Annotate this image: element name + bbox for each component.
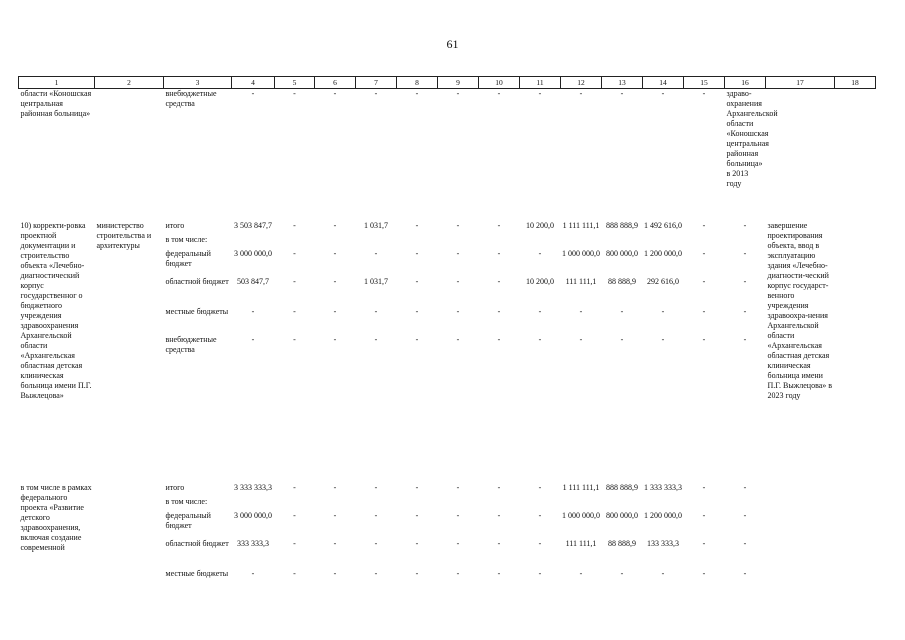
amount-cell: - — [251, 568, 255, 578]
page-number: 61 — [446, 37, 459, 51]
amount-cell: 133 333,3 — [647, 538, 679, 548]
amount-cell: - — [456, 276, 460, 286]
amount-cell — [315, 235, 356, 249]
amount-cell: - — [374, 538, 378, 548]
amount-cell: - — [661, 334, 665, 344]
amount-cell: - — [293, 538, 296, 548]
funding-source-cell: федеральный бюджет — [165, 510, 211, 530]
amount-cell: 3 000 000,0 — [234, 248, 272, 258]
amount-cell: 1 031,7 — [364, 276, 388, 286]
amount-cell: - — [538, 568, 542, 578]
amount-cell: 1 111 111,1 — [562, 482, 600, 492]
amount-cell: - — [293, 248, 296, 258]
amount-cell: - — [743, 248, 747, 258]
amount-cell — [479, 235, 520, 249]
amount-cell — [356, 235, 397, 249]
amount-cell: - — [333, 538, 337, 548]
amount-cell: 1 492 616,0 — [644, 220, 682, 230]
column-number: 16 — [725, 77, 766, 89]
amount-cell: 111 111,1 — [565, 276, 597, 286]
amount-cell: - — [374, 334, 378, 344]
column-number-row — [19, 77, 876, 89]
amount-cell: - — [497, 482, 501, 492]
amount-cell — [602, 497, 643, 511]
column-number: 4 — [232, 77, 275, 89]
amount-cell: - — [497, 334, 501, 344]
amount-cell: - — [251, 334, 255, 344]
amount-cell: - — [743, 220, 747, 230]
column-number: 5 — [275, 77, 315, 89]
amount-cell: - — [702, 220, 706, 230]
column-number: 6 — [315, 77, 356, 89]
amount-cell: - — [456, 89, 460, 98]
amount-cell — [684, 235, 725, 249]
amount-cell — [397, 235, 438, 249]
amount-cell: 800 000,0 — [606, 248, 638, 258]
amount-cell: 111 111,1 — [565, 538, 597, 548]
amount-cell: - — [374, 306, 378, 316]
funding-source-cell: внебюджетные средства — [165, 89, 217, 108]
amount-cell: - — [415, 568, 419, 578]
amount-cell: - — [620, 306, 624, 316]
amount-cell: 3 333 333,3 — [234, 482, 272, 492]
funding-source-cell: итого — [165, 220, 185, 230]
amount-cell: - — [497, 248, 501, 258]
amount-cell: - — [456, 510, 460, 520]
amount-cell: - — [620, 334, 624, 344]
amount-cell: - — [456, 334, 460, 344]
amount-cell: - — [293, 306, 296, 316]
amount-cell: - — [497, 510, 501, 520]
amount-cell: 292 616,0 — [647, 276, 679, 286]
event-name-cell: в том числе в рамках федерального проекта «Развитие детского здравоохранения, включая создание современной — [20, 482, 92, 552]
column-number: 8 — [397, 77, 438, 89]
amount-cell — [602, 235, 643, 249]
amount-cell: 1 200 000,0 — [644, 248, 682, 258]
amount-cell: - — [497, 276, 501, 286]
amount-cell — [684, 497, 725, 511]
col18-cell — [766, 89, 835, 213]
column-number: 17 — [766, 77, 835, 89]
amount-cell: - — [702, 248, 706, 258]
amount-cell: - — [661, 306, 665, 316]
table-body — [19, 89, 876, 593]
amount-cell: - — [293, 510, 296, 520]
amount-cell: - — [415, 248, 419, 258]
amount-cell — [479, 497, 520, 511]
amount-cell: - — [374, 568, 378, 578]
amount-cell: - — [333, 334, 337, 344]
result-cell: здраво-охранения Архангельской области «Коношская центральная районная больница» в 2013 году — [726, 89, 778, 188]
amount-cell — [520, 235, 561, 249]
amount-cell: - — [415, 334, 419, 344]
amount-cell — [397, 497, 438, 511]
amount-cell — [561, 497, 602, 511]
amount-cell: - — [374, 510, 378, 520]
amount-cell: - — [415, 306, 419, 316]
amount-cell: 503 847,7 — [237, 276, 269, 286]
amount-cell: - — [579, 89, 583, 98]
amount-cell: 88 888,9 — [608, 276, 636, 286]
funding-source-cell: в том числе: — [165, 234, 208, 244]
amount-cell: - — [538, 510, 542, 520]
amount-cell: - — [333, 248, 337, 258]
amount-cell — [232, 497, 275, 511]
funding-source-cell: областной бюджет — [165, 276, 229, 286]
amount-cell: - — [702, 276, 706, 286]
amount-cell: - — [333, 306, 337, 316]
amount-cell: - — [702, 306, 706, 316]
amount-cell — [725, 497, 766, 511]
amount-cell: - — [456, 538, 460, 548]
amount-cell: - — [661, 89, 665, 98]
amount-cell: - — [702, 510, 706, 520]
amount-cell: - — [456, 220, 460, 230]
column-number: 9 — [438, 77, 479, 89]
budget-table — [18, 76, 876, 593]
amount-cell: - — [538, 482, 542, 492]
amount-cell: - — [579, 334, 583, 344]
column-number: 12 — [561, 77, 602, 89]
amount-cell: - — [415, 482, 419, 492]
column-number: 13 — [602, 77, 643, 89]
amount-cell: - — [743, 538, 747, 548]
amount-cell: - — [538, 306, 542, 316]
amount-cell — [315, 497, 356, 511]
amount-cell: - — [538, 89, 542, 98]
funding-source-cell: местные бюджеты — [165, 306, 229, 316]
col18-cell — [835, 221, 876, 475]
amount-cell: - — [702, 89, 706, 98]
amount-cell: 800 000,0 — [606, 510, 638, 520]
amount-cell: - — [702, 568, 706, 578]
executor-cell: министерство строительства и архитектуры — [96, 220, 152, 250]
amount-cell — [725, 235, 766, 249]
funding-source-cell: внебюджетные средства — [165, 334, 217, 354]
amount-cell: 3 000 000,0 — [234, 510, 272, 520]
amount-cell: - — [702, 538, 706, 548]
amount-cell: - — [497, 568, 501, 578]
table-row — [19, 483, 876, 497]
amount-cell: - — [702, 334, 706, 344]
amount-cell: - — [333, 89, 337, 98]
amount-cell: - — [293, 334, 296, 344]
column-number: 14 — [643, 77, 684, 89]
amount-cell: - — [293, 89, 296, 98]
amount-cell: - — [497, 306, 501, 316]
amount-cell: - — [293, 220, 296, 230]
amount-cell — [520, 497, 561, 511]
column-number: 10 — [479, 77, 520, 89]
column-number: 11 — [520, 77, 561, 89]
amount-cell: - — [579, 568, 583, 578]
result-cell — [766, 483, 835, 593]
amount-cell — [438, 497, 479, 511]
column-number: 1 — [19, 77, 95, 89]
amount-cell: - — [456, 248, 460, 258]
funding-source-cell: итого — [165, 482, 185, 492]
amount-cell: - — [743, 276, 747, 286]
amount-cell: - — [497, 89, 501, 98]
amount-cell: - — [620, 89, 624, 98]
funding-source-cell: федеральный бюджет — [165, 248, 211, 268]
event-name-cell: 10) корректи-ровка проектной документации и строительство объекта «Лечебно-диагностический корпус государственног о бюджетного учреждения здравоохранения Архангельской области «Архангельская областная детская клиническая больница имени П.Г. Выжлецова» — [20, 220, 92, 400]
amount-cell: - — [333, 220, 337, 230]
amount-cell — [275, 497, 315, 511]
amount-cell: - — [333, 510, 337, 520]
column-number: 15 — [684, 77, 725, 89]
amount-cell — [275, 235, 315, 249]
amount-cell: 88 888,9 — [608, 538, 636, 548]
amount-cell: - — [497, 220, 501, 230]
amount-cell: 1 000 000,0 — [562, 248, 600, 258]
amount-cell: - — [743, 568, 747, 578]
amount-cell — [438, 235, 479, 249]
amount-cell: - — [620, 568, 624, 578]
amount-cell: - — [293, 568, 296, 578]
amount-cell — [356, 497, 397, 511]
amount-cell: - — [456, 306, 460, 316]
amount-cell: - — [743, 510, 747, 520]
amount-cell: - — [293, 482, 296, 492]
amount-cell: - — [333, 482, 337, 492]
executor-cell — [95, 89, 164, 213]
amount-cell: - — [456, 482, 460, 492]
amount-cell: 1 333 333,3 — [644, 482, 682, 492]
amount-cell: - — [579, 306, 583, 316]
amount-cell: - — [743, 482, 747, 492]
amount-cell: - — [415, 510, 419, 520]
executor-cell — [95, 483, 164, 593]
event-name-cell: области «Коношская центральная районная больница» — [20, 89, 92, 118]
column-number: 3 — [164, 77, 232, 89]
amount-cell: - — [702, 482, 706, 492]
amount-cell: - — [251, 89, 255, 98]
column-number: 18 — [835, 77, 876, 89]
funding-source-cell: областной бюджет — [165, 538, 229, 548]
amount-cell: - — [333, 276, 337, 286]
amount-cell: - — [415, 538, 419, 548]
amount-cell: 888 888,9 — [606, 220, 638, 230]
funding-source-cell: местные бюджеты — [165, 568, 229, 578]
amount-cell: - — [538, 334, 542, 344]
amount-cell: 1 000 000,0 — [562, 510, 600, 520]
amount-cell: 333 333,3 — [237, 538, 269, 548]
amount-cell: - — [374, 89, 378, 98]
amount-cell: - — [538, 248, 542, 258]
amount-cell: - — [333, 568, 337, 578]
amount-cell — [232, 235, 275, 249]
amount-cell: - — [415, 220, 419, 230]
amount-cell: 10 200,0 — [526, 276, 554, 286]
amount-cell — [561, 235, 602, 249]
table-row — [19, 89, 876, 213]
table-row — [19, 221, 876, 235]
amount-cell: - — [415, 89, 419, 98]
amount-cell: 1 031,7 — [364, 220, 388, 230]
amount-cell: - — [251, 306, 255, 316]
amount-cell — [643, 235, 684, 249]
amount-cell: - — [538, 538, 542, 548]
amount-cell: - — [374, 248, 378, 258]
amount-cell: 10 200,0 — [526, 220, 554, 230]
col18-cell — [835, 483, 876, 593]
funding-source-cell: в том числе: — [165, 496, 208, 506]
column-number: 2 — [95, 77, 164, 89]
amount-cell: 1 200 000,0 — [644, 510, 682, 520]
amount-cell: 3 503 847,7 — [234, 220, 272, 230]
amount-cell: - — [456, 568, 460, 578]
column-number: 7 — [356, 77, 397, 89]
amount-cell: - — [293, 276, 296, 286]
amount-cell: - — [743, 334, 747, 344]
amount-cell: - — [743, 306, 747, 316]
amount-cell: - — [661, 568, 665, 578]
amount-cell — [643, 497, 684, 511]
amount-cell: - — [415, 276, 419, 286]
amount-cell: 1 111 111,1 — [562, 220, 600, 230]
amount-cell: - — [374, 482, 378, 492]
result-cell: завершение проектирования объекта, ввод в эксплуатацию здания «Лечебно-диагности-ческий корпус государст-венного учреждения здравоохра-нения Архангельской области «Архангельская областная детская клиническая больница имени П.Г. Выжлецова» в 2023 году — [767, 220, 833, 400]
amount-cell: 888 888,9 — [606, 482, 638, 492]
amount-cell: - — [497, 538, 501, 548]
